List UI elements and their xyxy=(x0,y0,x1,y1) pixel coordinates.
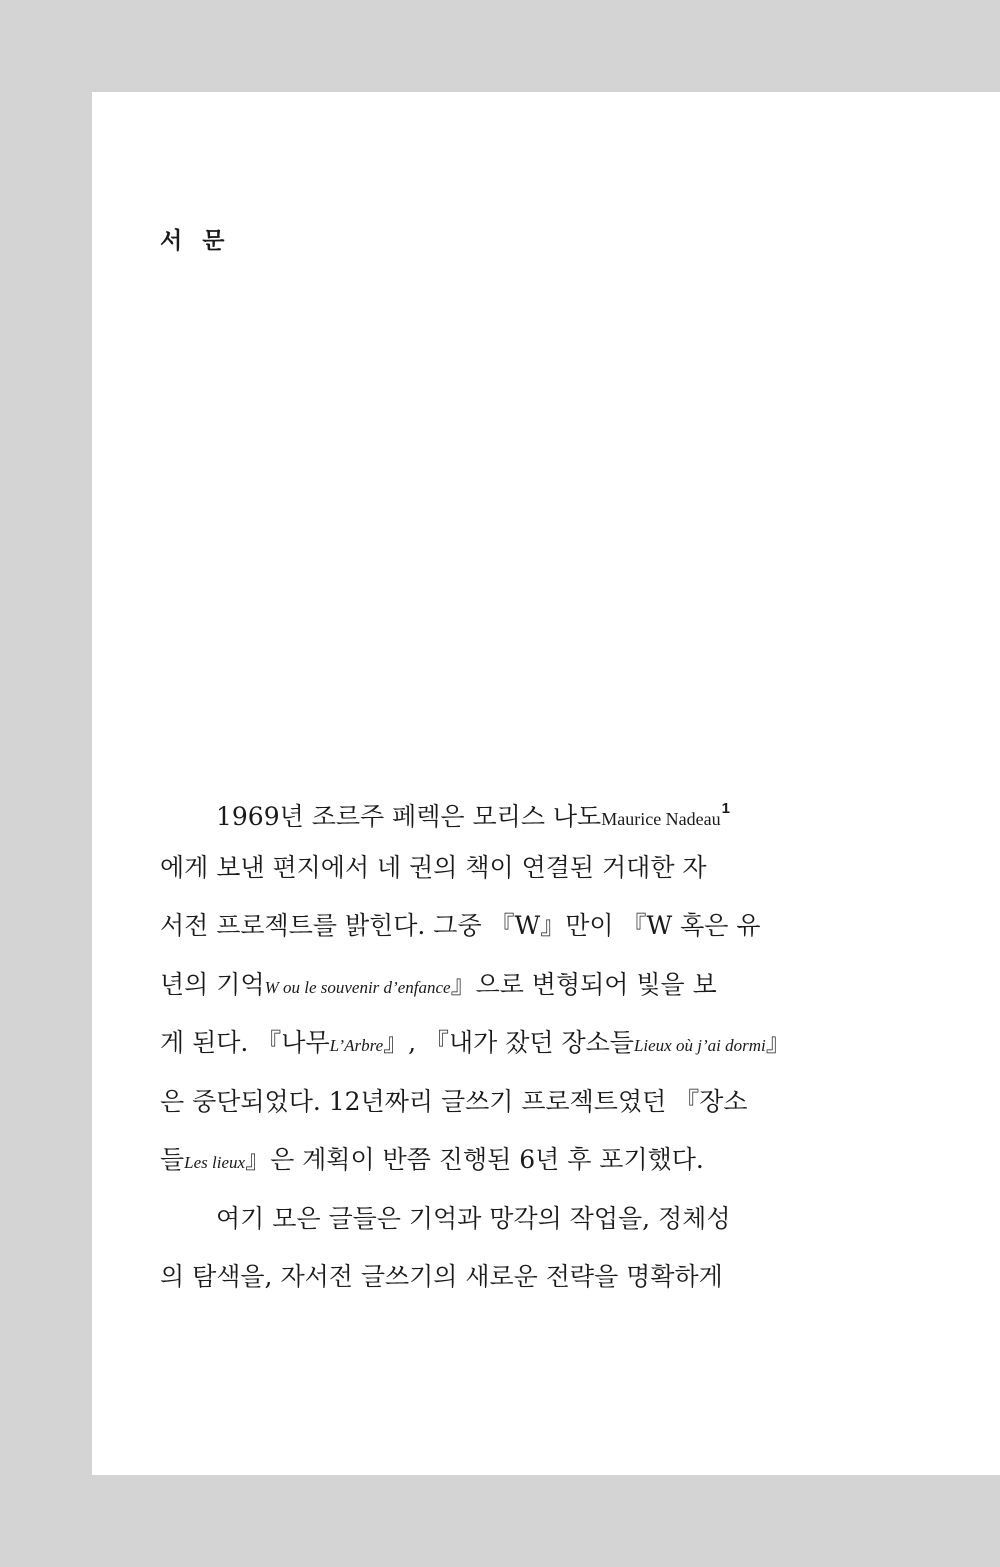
original-title: W ou le souvenir d’enfance xyxy=(264,977,451,997)
paragraph-1-line-2: 에게 보낸 편지에서 네 권의 책이 연결된 거대한 자 xyxy=(160,852,707,882)
line-text: 』 xyxy=(765,1028,791,1057)
paragraph-1-line-1 xyxy=(160,780,780,839)
body-text xyxy=(160,780,791,1307)
line-text: 1969년 조르주 페렉은 모리스 나도 xyxy=(216,802,602,831)
original-title: L’Arbre xyxy=(329,1036,384,1055)
page-title: 서 문 xyxy=(160,228,231,254)
original-title: Les lieux xyxy=(184,1153,246,1172)
paragraph-1-line-7 xyxy=(160,1131,780,1190)
line-text: 』으로 변형되어 빛을 보 xyxy=(450,969,717,999)
paragraph-1-line-6: 은 중단되었다. 12년짜리 글쓰기 프로젝트였던 『장소 xyxy=(160,1086,748,1116)
paragraph-1-line-3: 서전 프로젝트를 밝힌다. 그중 『W』만이 『W 혹은 유 xyxy=(160,911,761,940)
line-text: 』은 계획이 반쯤 진행된 6년 후 포기했다. xyxy=(245,1145,704,1174)
line-text: 』, 『내가 잤던 장소들 xyxy=(383,1028,634,1057)
paragraph-2-line-1 xyxy=(160,1190,780,1249)
original-name: Maurice Nadeau xyxy=(601,809,721,829)
paragraph-1-line-5 xyxy=(160,1014,791,1073)
line-text: 여기 모은 글들은 기억과 망각의 작업을, 정체성 xyxy=(216,1203,731,1233)
footnote-marker: 1 xyxy=(721,800,730,817)
line-text: 게 된다. 『나무 xyxy=(160,1028,330,1057)
paragraph-1-line-4 xyxy=(160,956,780,1015)
line-text: 년의 기억 xyxy=(160,969,265,999)
paragraph-2-line-2: 의 탐색을, 자서전 글쓰기의 새로운 전략을 명확하게 xyxy=(160,1262,723,1291)
line-text: 들 xyxy=(160,1145,185,1174)
original-title: Lieux où j’ai dormi xyxy=(633,1036,766,1055)
